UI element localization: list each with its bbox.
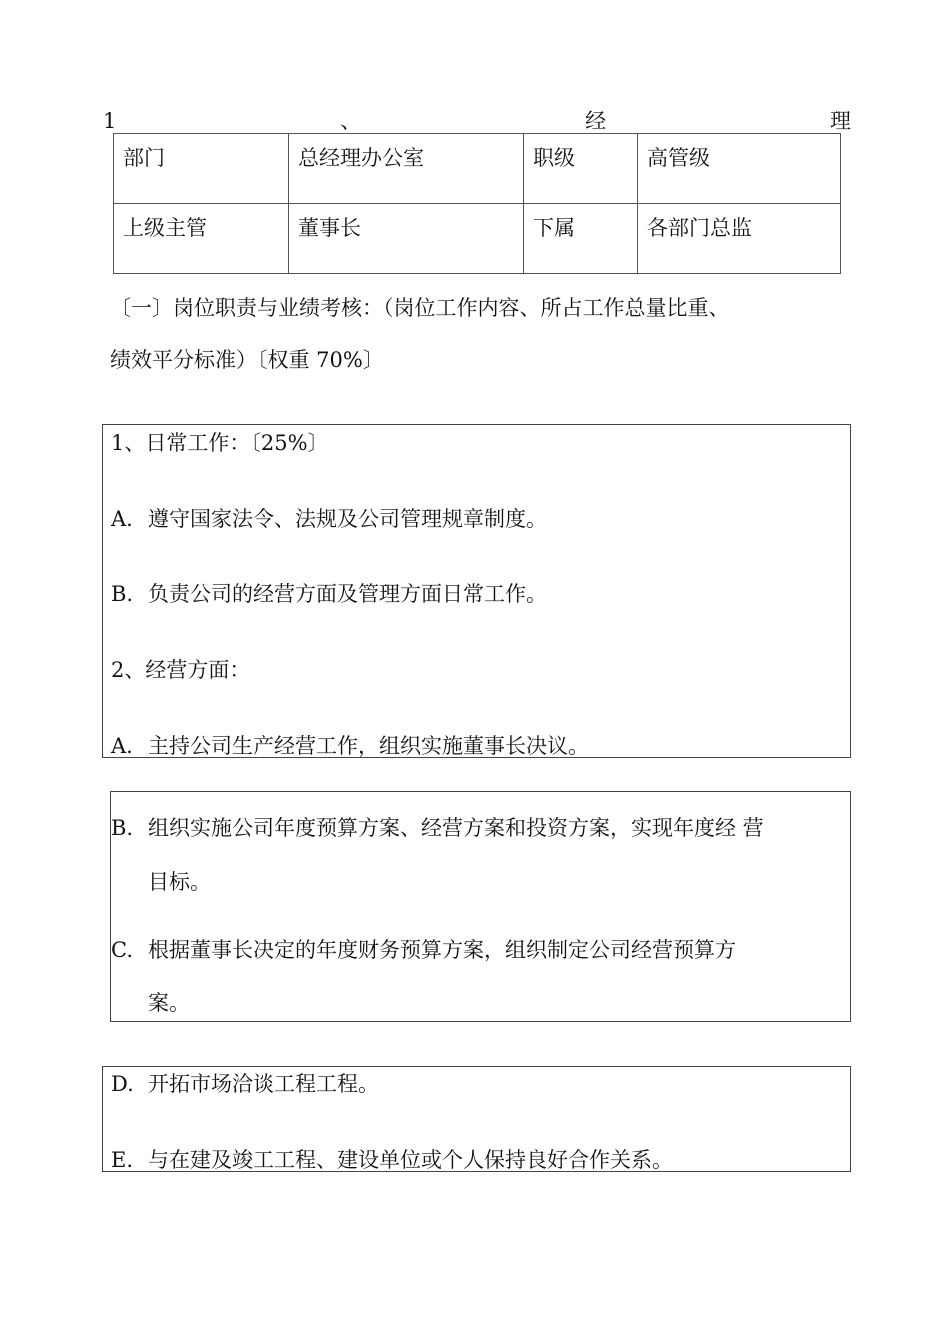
item-text: 与在建及竣工工程、建设单位或个人保持良好合作关系。: [148, 1148, 673, 1172]
list-item: [111, 1070, 379, 1098]
table-cell: 总经理办公室: [289, 134, 524, 204]
table-cell: 各部门总监: [638, 204, 841, 274]
item-marker: C.: [111, 938, 133, 962]
list-item: [111, 1146, 673, 1174]
item-marker: B.: [111, 582, 134, 606]
list-item: [111, 580, 547, 608]
item-text: 开拓市场洽谈工程工程。: [148, 1072, 379, 1096]
item-text: 主持公司生产经营工作，组织实施董事长决议。: [148, 734, 589, 758]
item-marker: D.: [111, 1072, 134, 1096]
table-row: [114, 134, 841, 204]
heading-char-2: 理: [830, 109, 851, 133]
heading-char-1: 经: [585, 109, 607, 133]
list-item: [111, 732, 589, 760]
duties-box-2: [110, 791, 851, 1022]
table-cell: 董事长: [289, 204, 524, 274]
table-cell: 部门: [114, 134, 289, 204]
table-cell: 上级主管: [114, 204, 289, 274]
table-cell: 职级: [524, 134, 638, 204]
duties-box-3: [102, 1066, 851, 1172]
item-marker: A.: [111, 734, 133, 758]
business-title: 2、经营方面：: [111, 658, 251, 682]
section-heading: [103, 107, 851, 135]
item-marker: B.: [111, 816, 134, 840]
daily-work-title: 1、日常工作：〔25%〕: [111, 431, 329, 455]
intro-line-1: 〔一〕岗位职责与业绩考核：（岗位工作内容、所占工作总量比重、: [110, 296, 730, 320]
item-marker: E.: [111, 1148, 134, 1172]
item-text: 遵守国家法令、法规及公司管理规章制度。: [148, 507, 547, 531]
position-info-table: [113, 133, 841, 274]
list-item: [111, 936, 736, 964]
item-text: 组织实施公司年度预算方案、经营方案和投资方案，实现年度经 营: [148, 816, 764, 840]
item-text: 负责公司的经营方面及管理方面日常工作。: [148, 582, 547, 606]
item-text-continued: 案。: [148, 991, 190, 1015]
heading-separator: 、: [340, 109, 362, 133]
table-row: [114, 204, 841, 274]
heading-number: 1: [103, 109, 117, 133]
item-text: 根据董事长决定的年度财务预算方案，组织制定公司经营预算方: [148, 938, 736, 962]
duties-box-1: [102, 424, 851, 758]
list-item: [111, 814, 764, 842]
intro-line-2: 绩效平分标准）〔权重 70%〕: [110, 348, 384, 372]
table-cell: 下属: [524, 204, 638, 274]
item-marker: A.: [111, 507, 133, 531]
table-cell: 高管级: [638, 134, 841, 204]
list-item: [111, 505, 547, 533]
item-text-continued: 目标。: [148, 870, 211, 894]
